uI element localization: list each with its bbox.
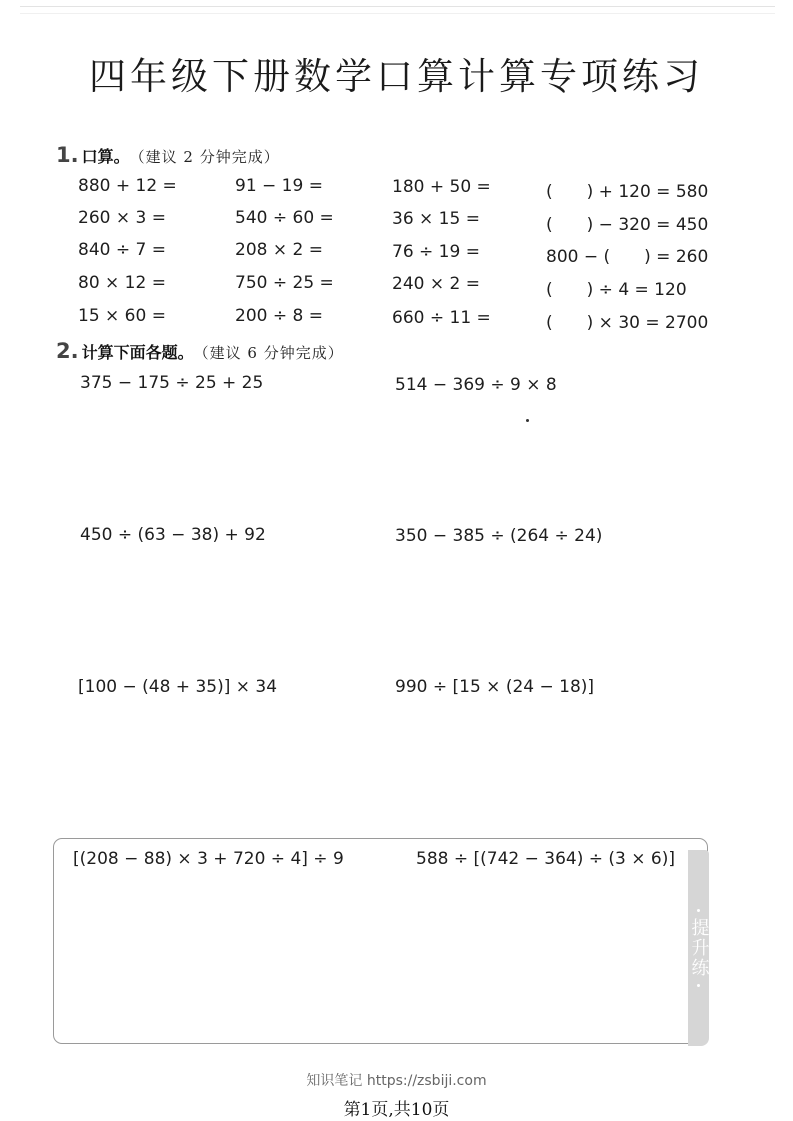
section-1-number: 1. [56, 143, 79, 167]
mental-problem: 208 × 2 = [235, 240, 323, 260]
side-tab [688, 850, 709, 1046]
mental-problem: 200 ÷ 8 = [235, 306, 323, 326]
calc-problem: [100 − (48 + 35)] × 34 [78, 677, 278, 697]
top-border-rule [20, 6, 775, 14]
mental-problem: 80 × 12 = [78, 273, 166, 293]
mental-problem: 76 ÷ 19 = [392, 242, 480, 262]
footer-watermark: 知识笔记 https://zsbiji.com [306, 1073, 487, 1089]
page-title: 四年级下册数学口算计算专项练习 [89, 55, 704, 98]
section-2-header [56, 339, 344, 363]
section-1-hint: （建议 2 分钟完成） [129, 148, 280, 166]
section-2-hint: （建议 6 分钟完成） [193, 344, 344, 362]
calc-problem: 990 ÷ [15 × (24 − 18)] [395, 677, 595, 697]
calc-problem: 450 ÷ (63 − 38) + 92 [80, 525, 266, 545]
challenge-problem: 588 ÷ [(742 − 364) ÷ (3 × 6)] [416, 849, 675, 869]
stray-dot [526, 419, 529, 422]
fill-blank-problem: 800 − ( ) = 260 [546, 247, 709, 267]
mental-problem: 880 + 12 = [78, 176, 177, 196]
mental-problem: 750 ÷ 25 = [235, 273, 334, 293]
mental-problem: 15 × 60 = [78, 306, 166, 326]
mental-problem: 36 × 15 = [392, 209, 480, 229]
mental-problem: 180 + 50 = [392, 177, 491, 197]
section-2-title: 计算下面各题。 [81, 343, 194, 362]
section-1-title: 口算。 [81, 147, 130, 166]
side-tab-dot [697, 984, 700, 987]
mental-problem: 240 × 2 = [392, 274, 480, 294]
fill-blank-problem: ( ) ÷ 4 = 120 [546, 280, 687, 300]
section-1-header [56, 143, 280, 167]
mental-problem: 91 − 19 = [235, 176, 323, 196]
calc-problem: 350 − 385 ÷ (264 ÷ 24) [395, 526, 603, 546]
mental-problem: 260 × 3 = [78, 208, 166, 228]
calc-problem: 514 − 369 ÷ 9 × 8 [395, 375, 557, 395]
mental-problem: 540 ÷ 60 = [235, 208, 334, 228]
calc-problem: 375 − 175 ÷ 25 + 25 [80, 373, 264, 393]
section-2-number: 2. [56, 339, 79, 363]
mental-problem: 660 ÷ 11 = [392, 308, 491, 328]
side-tab-label: 提升练 [688, 918, 710, 978]
fill-blank-problem: ( ) − 320 = 450 [546, 215, 709, 235]
fill-blank-problem: ( ) + 120 = 580 [546, 182, 709, 202]
challenge-problem: [(208 − 88) × 3 + 720 ÷ 4] ÷ 9 [73, 849, 344, 869]
side-tab-dot [697, 909, 700, 912]
mental-problem: 840 ÷ 7 = [78, 240, 166, 260]
fill-blank-problem: ( ) × 30 = 2700 [546, 313, 709, 333]
page-indicator: 第1页,共10页 [343, 1100, 450, 1120]
